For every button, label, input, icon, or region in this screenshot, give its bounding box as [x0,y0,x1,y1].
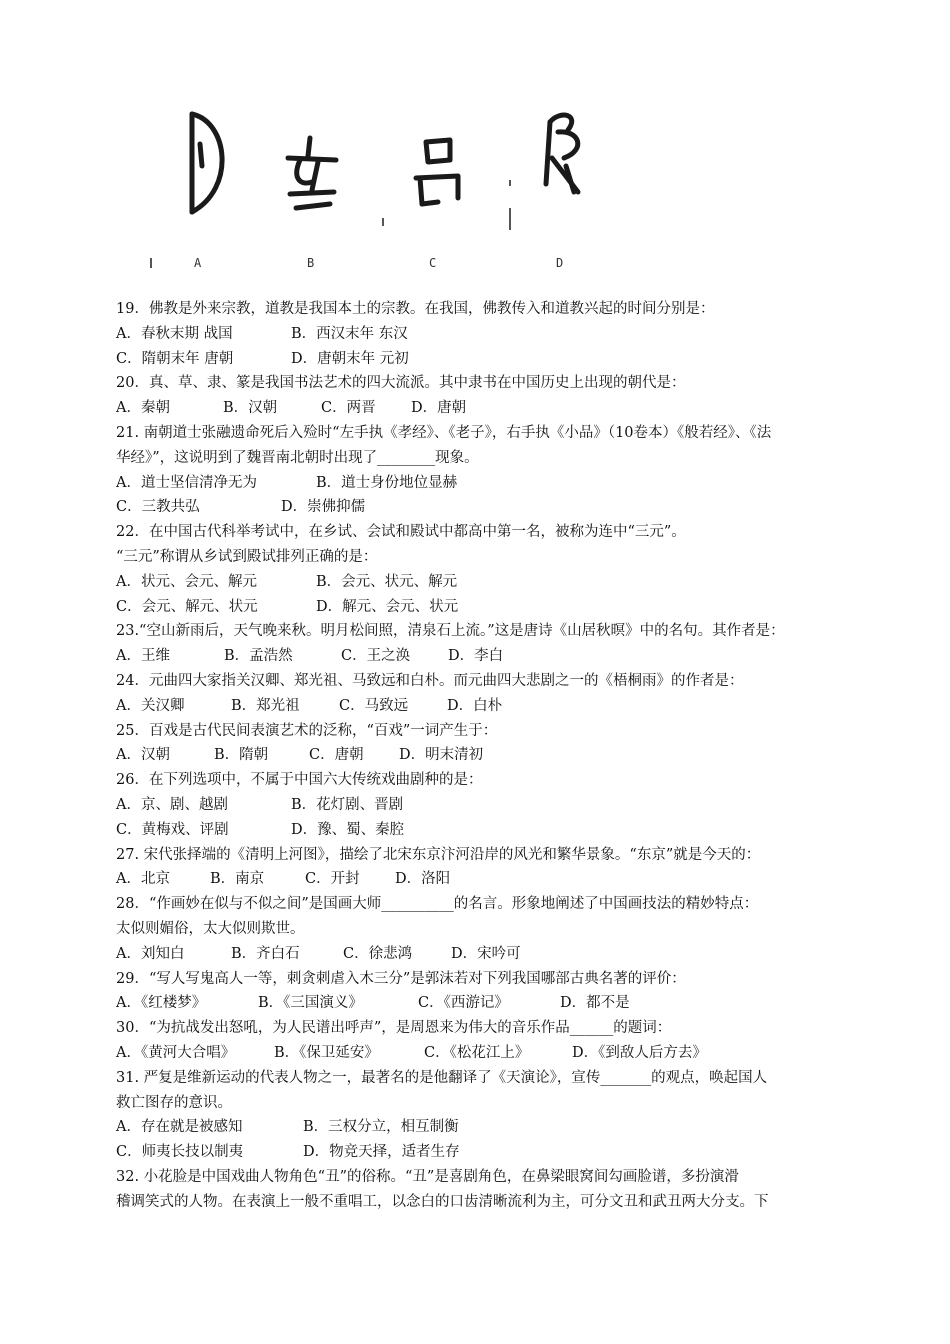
answer-option: B．会元、状元、解元 [316,573,458,590]
answer-option: A．状元、会元、解元 [116,573,257,590]
answer-option: A．北京 [116,871,170,888]
answer-option: B．隋朝 [214,747,269,764]
answer-option: D．都不是 [560,995,630,1012]
answer-option: A．汉朝 [116,747,170,764]
answer-options-line [116,818,861,843]
answer-option: D．崇佛抑儒 [281,499,366,516]
question-text-line: 25．百戏是古代民间表演艺术的泛称，“百戏”一词产生于： [116,722,498,739]
answer-options-line [116,396,861,421]
question-text-line: 19．佛教是外来宗教，道教是我国本土的宗教。在我国，佛教传入和道教兴起的时间分别是： [116,301,715,317]
answer-option: C．两晋 [321,400,376,417]
ancient-script-glyphs [140,100,640,280]
answer-option: C．《松花江上》 [424,1044,530,1061]
answer-option: A．春秋末期 战国 [116,325,233,342]
answer-option: B．《保卫延安》 [274,1044,379,1061]
glyph-c [416,140,458,204]
question-text-line: 29．“写人写鬼高人一等，刺贪刺虐入木三分”是郭沫若对下列我国哪部古典名著的评价： [116,970,686,987]
question-text-line: “三元”称谓从乡试到殿试排列正确的是： [116,548,378,565]
figure-label-b: B [307,256,315,270]
answer-options-line [116,1115,861,1140]
question-text-line: 30．“为抗战发出怒吼，为人民谱出呼声”，是周恩来为伟大的音乐作品______的题词： [116,1020,672,1037]
glyph-b [288,138,336,208]
answer-option: C．隋朝末年 唐朝 [116,350,234,367]
answer-option: A．京、剧、越剧 [116,796,228,813]
answer-option: D．白朴 [447,697,503,714]
figure-label-a: A [194,256,202,270]
question-text-line: 20．真、草、隶、篆是我国书法艺术的四大流派。其中隶书在中国历史上出现的朝代是： [116,375,686,392]
answer-options-line [116,495,861,520]
question-text-line: 24．元曲四大家指关汉卿、郑光祖、马致远和白朴。而元曲四大悲剧之一的《梧桐雨》的作者是： [116,672,744,689]
answer-options-line [116,644,861,669]
answer-option: C．师夷长技以制夷 [116,1144,244,1161]
answer-option: D．《到敌人后方去》 [572,1044,707,1061]
answer-option: A．刘知白 [116,945,185,962]
question-text-line: 23.“空山新雨后，天气晚来秋。明月松间照，清泉石上流。”这是唐诗《山居秋暝》中的名句。其作者是： [116,623,785,640]
answer-options-line [116,991,861,1016]
question-text-line: 21. 南朝道士张融遗命死后入殓时“左手执《孝经》、《老子》，右手执《小品》（10卷本）《般若经》、《法 [116,424,772,441]
glyph-d [546,115,578,192]
answer-option: C．唐朝 [309,747,364,764]
answer-option: B．孟浩然 [224,648,293,665]
scan-mark [509,208,511,230]
question-text-line: 27. 宋代张择端的《清明上河图》，描绘了北宋东京汴河沿岸的风光和繁华景象。“东京”就是今天的： [116,846,761,863]
answer-option: D．唐朝末年 元初 [291,350,409,367]
answer-options-line [116,1140,861,1165]
answer-options-line [116,942,861,967]
answer-option: C．王之涣 [341,648,411,665]
question-text-line: 32. 小花脸是中国戏曲人物角色“丑”的俗称。“丑”是喜剧角色，在鼻梁眼窝间勾画脸谱，多扮演滑 [116,1168,739,1185]
answer-options-line [116,570,861,595]
answer-options-line [116,793,861,818]
answer-option: B．齐白石 [231,945,300,962]
answer-option: D．洛阳 [395,871,451,888]
answer-option: D．李白 [448,648,504,665]
scan-mark [382,218,384,226]
question-text-line: 28．“作画妙在似与不似之间”是国画大师__________的名言。形象地阐述了中国画技法的精妙特点： [116,896,759,913]
answer-option: D．唐朝 [411,400,467,417]
scan-mark [509,180,511,186]
answer-option: A．关汉卿 [116,697,185,714]
answer-option: B．南京 [210,871,265,888]
question-text-line: 救亡图存的意识。 [116,1094,232,1111]
answer-option: D．物竞天择，适者生存 [303,1144,460,1161]
figure-label-d: D [556,256,564,270]
glyph-a [192,114,222,212]
answer-option: C．徐悲鸿 [343,945,413,962]
answer-option: D．明末清初 [399,747,484,764]
answer-options-line [116,1041,861,1066]
answer-option: B．汉朝 [223,400,278,417]
question-list [116,297,861,1214]
answer-option: B．花灯剧、晋剧 [291,796,404,813]
answer-options-line [116,595,861,620]
ancient-script-figure [140,100,640,280]
question-text-line: 26．在下列选项中，不属于中国六大传统戏曲剧种的是： [116,772,483,789]
answer-option: B．三权分立，相互制衡 [303,1119,459,1136]
answer-option: A．存在就是被感知 [116,1119,243,1136]
answer-options-line [116,322,861,347]
answer-option: D．豫、蜀、秦腔 [291,821,405,838]
answer-option: C．开封 [305,871,360,888]
answer-option: C．会元、解元、状元 [116,598,258,615]
answer-option: C．三教共弘 [116,499,200,516]
answer-option: D．宋吟可 [451,945,521,962]
answer-option: A．王维 [116,648,170,665]
answer-option: B．《三国演义》 [258,995,363,1012]
scan-mark [150,258,152,268]
answer-option: A．道士坚信清净无为 [116,474,257,491]
answer-options-line [116,694,861,719]
answer-option: B．西汉末年 东汉 [291,325,408,342]
answer-option: C．《西游记》 [418,995,509,1012]
question-text-line: 稽调笑式的人物。在表演上一般不重唱工，以念白的口齿清晰流利为主，可分文丑和武丑两大分支。下 [116,1193,769,1210]
answer-options-line [116,867,861,892]
answer-option: C．黄梅戏、评剧 [116,821,229,838]
question-text-line: 31. 严复是维新运动的代表人物之一，最著名的是他翻译了《天演论》，宣传_______的观点，唤起国人 [116,1069,768,1086]
question-text-line: 华经》”，这说明到了魏晋南北朝时出现了________现象。 [116,449,479,466]
question-text-line: 太似则媚俗，太大似则欺世。 [116,920,305,937]
answer-option: A．《红楼梦》 [116,995,207,1012]
answer-option: B．郑光祖 [231,697,300,714]
figure-label-c: C [429,256,437,270]
answer-option: D．解元、会元、状元 [316,598,459,615]
answer-options-line [116,347,861,372]
answer-option: B．道士身份地位显赫 [316,474,458,491]
question-text-line: 22．在中国古代科举考试中，在乡试、会试和殿试中都高中第一名，被称为连中“三元”。 [116,524,686,541]
answer-options-line [116,743,861,768]
answer-option: A．秦朝 [116,400,170,417]
answer-option: A．《黄河大合唱》 [116,1044,236,1061]
answer-options-line [116,471,861,496]
answer-option: C．马致远 [339,697,409,714]
